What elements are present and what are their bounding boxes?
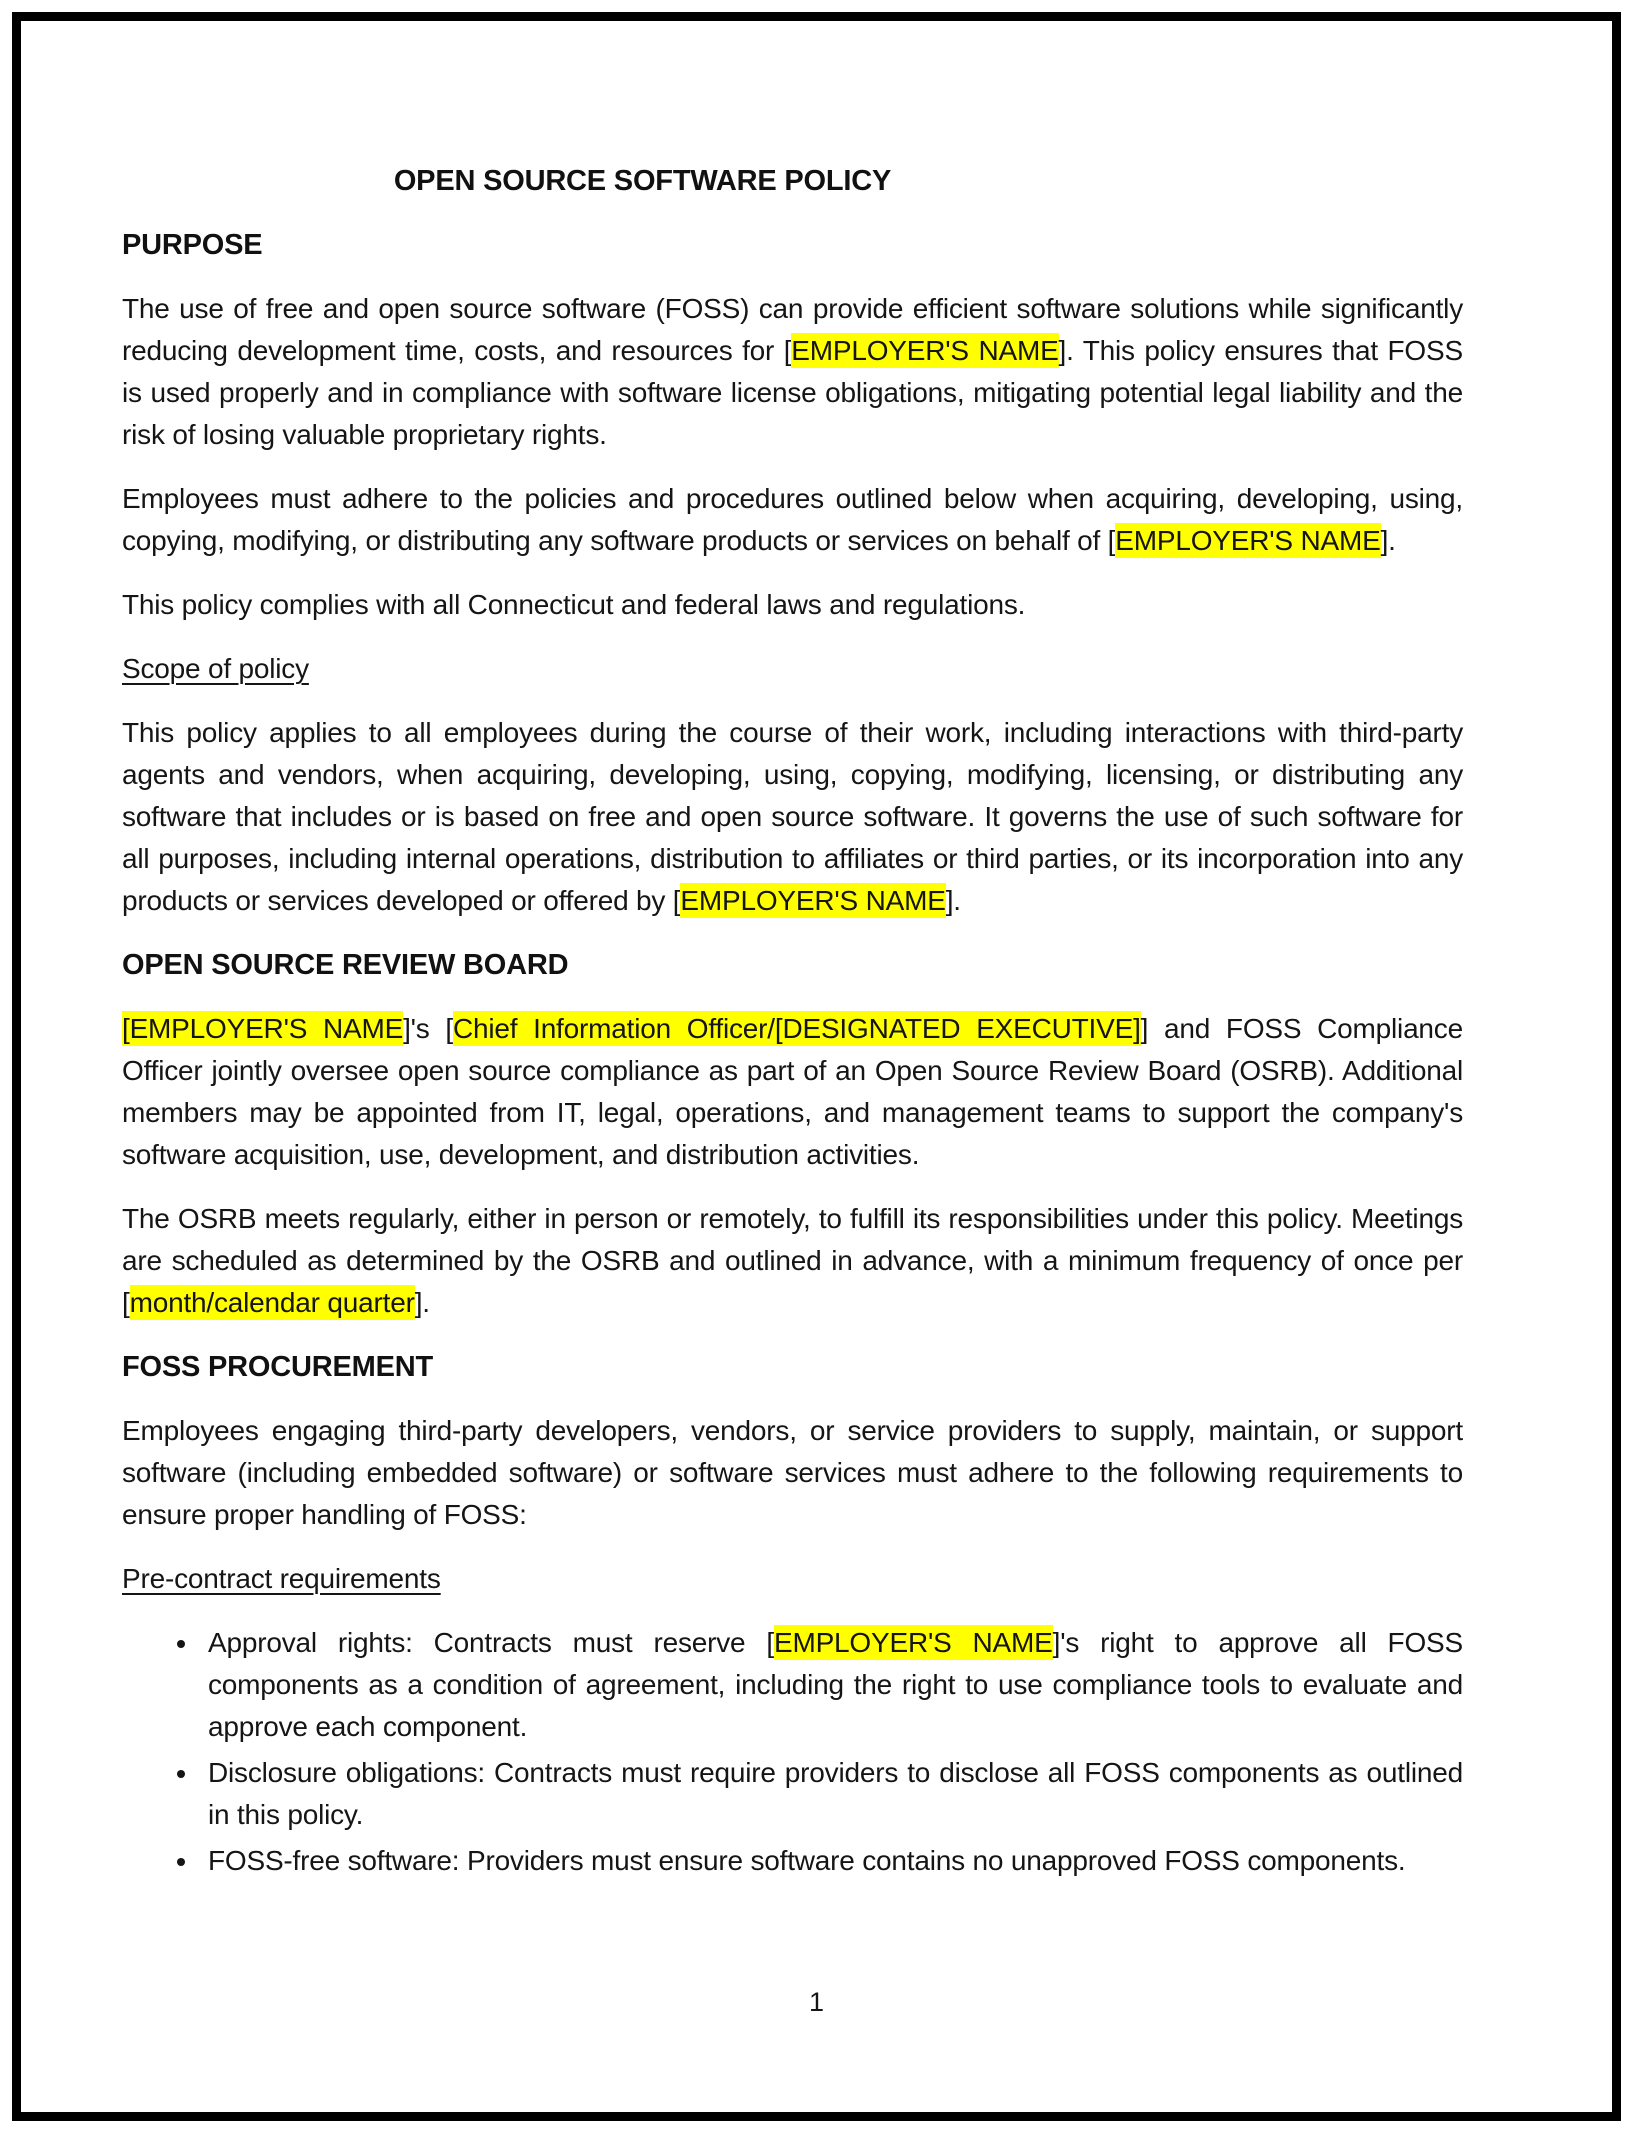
text-run: Disclosure obligations: Contracts must require providers to disclose all FOSS components as outlined in this policy. (208, 1757, 1463, 1830)
text-run: This policy applies to all employees during the course of their work, including interactions with third-party agents and vendors, when acquiring, developing, using, copying, modifying, licensing, or distributing any software that includes or is based on free and open source software. It governs the use of such software for all purposes, including internal operations, distribution to affiliates or third parties, or its incorporation into any products or services developed or offered by [ (122, 717, 1463, 916)
bullet-list (122, 1622, 1463, 1882)
heading-foss-procurement: FOSS PROCUREMENT (122, 1351, 433, 1383)
text-run: Approval rights: Contracts must reserve [ (208, 1627, 774, 1658)
paragraph-purpose-2 (122, 478, 1463, 562)
heading-open-source-review-board: OPEN SOURCE REVIEW BOARD (122, 949, 569, 981)
page-number: 1 (808, 1987, 825, 2017)
text-run: ]. This policy ensures that FOSS is used properly and in compliance with software license obligations, mitigating potential legal liability and the risk of losing valuable proprietary rights. (122, 335, 1463, 450)
highlighted-placeholder: EMPLOYER'S NAME (773, 1627, 1053, 1658)
text-run: FOSS-free software: Providers must ensure software contains no unapproved FOSS components. (208, 1845, 1406, 1876)
highlighted-placeholder: EMPLOYER'S NAME (791, 335, 1059, 366)
highlighted-placeholder: [EMPLOYER'S NAME (122, 1013, 404, 1044)
document-title: OPEN SOURCE SOFTWARE POLICY (393, 165, 892, 197)
text-run: ]. (945, 885, 961, 916)
text-run: The use of free and open source software (FOSS) can provide efficient software solutions while significantly reducing development time, costs, and resources for [ (122, 293, 1463, 366)
paragraph-osrb-membership (122, 1008, 1463, 1176)
text-run: This policy complies with all Connecticut and federal laws and regulations. (122, 589, 1026, 620)
list-item-foss-free-software (200, 1840, 1463, 1882)
paragraph-scope (122, 712, 1463, 922)
text-run: ]. (1380, 525, 1396, 556)
highlighted-placeholder: month/calendar quarter (129, 1287, 415, 1318)
heading-scope-of-policy: Scope of policy (122, 653, 309, 684)
page-footer (0, 1984, 1633, 2020)
text-run: ] and FOSS Compliance Officer jointly oversee open source compliance as part of an Open Source Review Board (OSRB). Additional members may be appointed from IT, legal, operations, and management teams to support the company's software acquisition, use, development, and distribution activities. (122, 1013, 1463, 1170)
text-run: ]'s right to approve all FOSS components as a condition of agreement, including the right to use compliance tools to evaluate and approve each component. (208, 1627, 1463, 1742)
paragraph-osrb-meetings (122, 1198, 1463, 1324)
highlighted-placeholder: EMPLOYER'S NAME (1115, 525, 1381, 556)
text-run: Employees must adhere to the policies and procedures outlined below when acquiring, developing, using, copying, modifying, or distributing any software products or services on behalf of [ (122, 483, 1463, 556)
heading-pre-contract-requirements: Pre-contract requirements (122, 1563, 441, 1594)
list-item-approval-rights (200, 1622, 1463, 1748)
text-run: The OSRB meets regularly, either in person or remotely, to fulfill its responsibilities under this policy. Meetings are scheduled as determined by the OSRB and outlined in advance, with a minimum frequency of once per [ (122, 1203, 1463, 1318)
highlighted-placeholder: Chief Information Officer/[DESIGNATED EXECUTIVE] (452, 1013, 1141, 1044)
text-run: ]. (414, 1287, 430, 1318)
paragraph-procurement (122, 1410, 1463, 1536)
paragraph-compliance (122, 584, 1463, 626)
paragraph-purpose-1 (122, 288, 1463, 456)
heading-purpose: PURPOSE (122, 229, 263, 261)
text-run: Employees engaging third-party developers, vendors, or service providers to supply, maintain, or support software (including embedded software) or software services must adhere to the following requirements to ensure proper handling of FOSS: (122, 1415, 1463, 1530)
text-run: ]'s [ (403, 1013, 453, 1044)
list-item-disclosure-obligations (200, 1752, 1463, 1836)
highlighted-placeholder: EMPLOYER'S NAME (680, 885, 946, 916)
